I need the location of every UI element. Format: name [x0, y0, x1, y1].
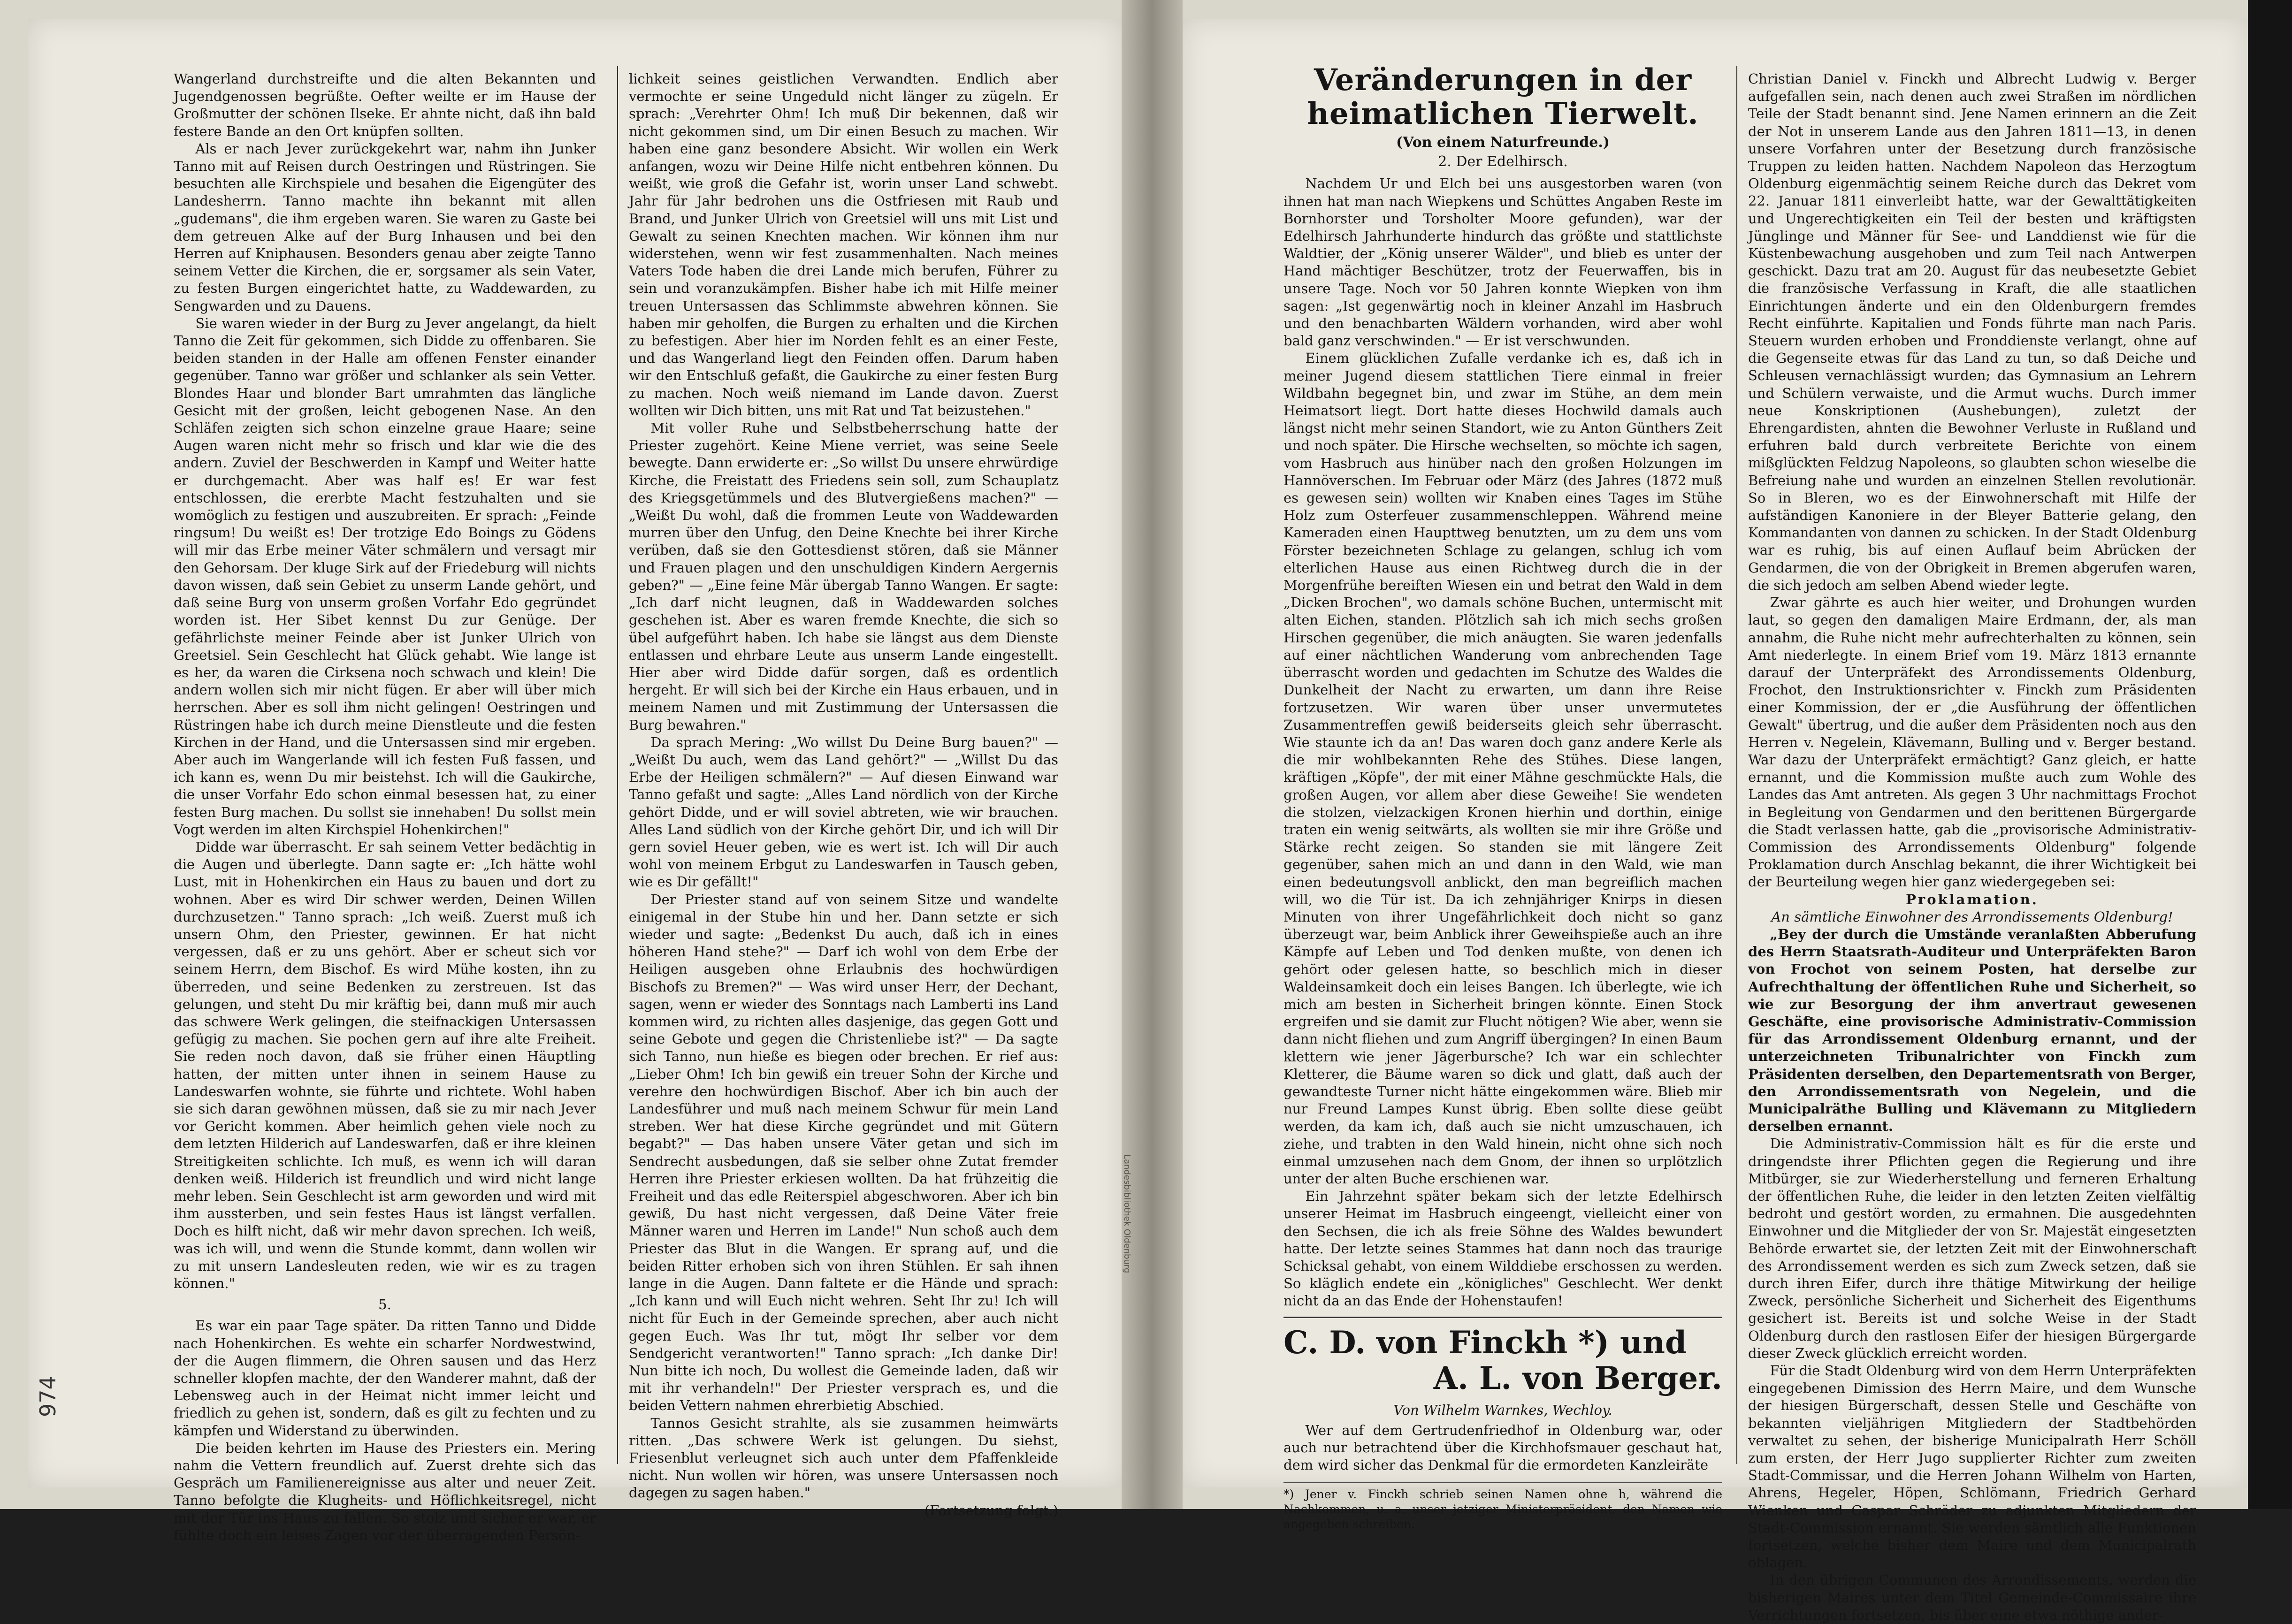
paragraph: Es war ein paar Tage später. Da ritten Tanno und Didde nach Hohenkirchen. Es wehte ein scharfer Nordwestwind, der die Augen flimmern, die Ohren sausen und das Herz schneller klopfen machte, der den Wanderer mahnt, daß der Lebensweg auch in der Heimat nicht immer leicht und friedlich zu gehen ist, sondern, daß es gilt zu fechten und zu kämpfen und Widerstand zu überwinden. [174, 1318, 596, 1439]
paragraph: Als er nach Jever zurückgekehrt war, nahm ihn Junker Tanno mit auf Reisen durch Oestringen und Rüstringen. Sie besuchten alle Kirchspiele und besahen die Eigengüter des Landesherrn. Tanno machte ihn bekannt mit allen „gudemans", die ihm ergeben waren. Sie waren zu Gaste bei dem getreuen Alke auf der Burg Inhausen und bei den Herren auf Kniphausen. Besonders genau aber zeigte Tanno seinem Vetter die Kirchen, die er, sorgsamer als sein Vater, zu festen Burgen eingerichtet hatte, zu Waddewarden, zu Sengwarden und zu Dauens. [174, 140, 596, 314]
continued-note: (Fortsetzung folgt.) [924, 1502, 1058, 1518]
article-title-line-2: A. L. von Berger. [1433, 1359, 1722, 1396]
left-column-2 [629, 70, 1058, 1518]
paragraph: Mit voller Ruhe und Selbstbeherrschung hatte der Priester zugehört. Keine Miene verriet, was seine Seele bewegte. Dann erwiderte er: „So willst Du unsere ehrwürdige Kirche, die Freistatt des Friedens sein soll, zum Schauplatz des Kriegsgetümmels und des Blutvergießens machen?" — „Weißt Du wohl, daß die frommen Leute von Waddewarden murren über den Unfug, den Deine Knechte bei ihrer Kirche verüben, daß sie den Gottesdienst stören, daß sie Männer und Frauen plagen und den unschuldigen Kindern Aergernis geben?" — „Eine feine Mär übergab Tanno Wangen. Er sagte: „Ich darf nicht leugnen, daß in Waddewarden solches geschehen ist. Aber es waren fremde Knechte, die sich so übel aufgeführt haben. Ich habe sie längst aus dem Dienste entlassen und ehrbare Leute aus unserm Lande eingestellt. Hier aber wird Didde dafür sorgen, daß es ordentlich hergeht. Er will sich bei der Kirche ein Haus erbauen, und in meinem Namen und mit Zustimmung der Untersassen die Burg bewahren." [629, 420, 1058, 733]
paragraph: Für die Stadt Oldenburg wird von dem Herrn Unterpräfekten eingegebenen Dimission des Herrn Maire, und dem Wunsche der hiesigen Bürgerschaft, dessen Stelle und Geschäfte von bekannten vieljährigen Mitgliedern der Stadtbehörden verwaltet zu sehen, der bisherige Municipalrath Herr Schöll zum ersten, der Herr Jugo supplierter Richter zum zweiten Stadt-Commissar, und die Herren Johann Wilhelm von Harten, Ahrens, Hegeler, Höpen, Schlömann, Friedrich Gerhard Wienken und Caspar Schröder zu adjunkten Mitgliedern der Stadt-Commission ernannt. Sie werden sämtlich alle Funktionen fortsetzen, welche bisher dem Maire und dem Municipalrath oblagen. [1748, 1363, 2196, 1571]
library-stamp: Landesbibliothek Oldenburg [1122, 1154, 1132, 1273]
paragraph: Didde war überrascht. Er sah seinem Vetter bedächtig in die Augen und überlegte. Dann sagte er: „Ich hätte wohl Lust, mit in Hohenkirchen ein Haus zu bauen und dort zu wohnen. Aber es wird Dir schwer werden, Deinen Willen durchzusetzen." Tanno sprach: „Ich weiß. Zuerst muß ich unsern Ohm, den Priester, gewinnen. Er hat nicht vergessen, daß er zu uns gehört. Aber er scheut sich vor seinem Herrn, dem Bischof. Es wird Mühe kosten, ihn zu überreden, und seine Bedenken zu zerstreuen. Ist das gelungen, und steht Du mir kräftig bei, dann muß mir auch das schwere Werk gelingen, die steifnackigen Untersassen gefügig zu machen. Sie pochen gern auf ihre alte Freiheit. Sie reden noch davon, daß sie früher einen Häuptling hatten, der mitten unter ihnen in seinem Hause zu Landeswarfen wohnte, sie führte und richtete. Wohl haben sie sich daran gewöhnen müssen, daß sie zu mir nach Jever vor Gericht kommen. Aber heimlich gehen viele noch zu dem letzten Hilderich auf Landeswarfen, daß er ihre kleinen Streitigkeiten schlichte. Ich muß, es wenn ich will daran denken weiß. Hilderich ist freundlich und wird nicht lange mehr leben. Sein Geschlecht ist arm geworden und wird mit ihm aussterben, und sein festes Haus ist längst verfallen. Doch es hilft nicht, daß wir mehr davon sprechen. Ich weiß, was ich will, und wenn die Stunde kommt, dann wollen wir zu mit unsern Landesleuten reden, wie wir es zu tragen können." [174, 839, 596, 1292]
book-gutter [1122, 0, 1183, 1509]
paragraph: Da sprach Mering: „Wo willst Du Deine Burg bauen?" — „Weißt Du auch, wem das Land gehört?" — „Willst Du das Erbe der Heiligen schmälern?" — Auf diesen Einwand war Tanno gefaßt und sagte: „Alles Land nördlich von der Kirche gehört Didde, und er will soviel abtreten, wie wir brauchen. Alles Land südlich von der Kirche gehört Dir, und ich will Dir gern soviel Heuer geben, wie es wert ist. Ich will Dir auch wohl von meinem Erbgut zu Landeswarfen in Tausch geben, wie es Dir gefällt!" [629, 734, 1058, 890]
paragraph: Die Administrativ-Commission hält es für die erste und dringendste ihrer Pflichten gegen die Regierung und ihre Mitbürger, sie zur Wiederherstellung und ferneren Erhaltung der öffentlichen Ruhe, die leider in den letzten Zeiten vielfältig bedroht und gestört worden, zu ermahnen. Die ausgedehnten Einwohner und die Mitglieder der von Sr. Majestät eingesetzten Behörde erwartet sie, der letzten Zeit mit der Einwohnerschaft des Arrondissement werden es sich zum Zweck setzen, daß sie durch ihren Eifer, durch ihre thätige Mitwirkung der heilige Zweck, persönliche Sicherheit und Sicherheit des Eigenthums gesichert ist. Bereits ist und solche Weise in der Stadt Oldenburg durch den rastlosen Eifer der hiesigen Bürgergarde dieser Zweck glücklich erreicht worden. [1748, 1136, 2196, 1361]
paragraph: Der Priester stand auf von seinem Sitze und wandelte einigemal in der Stube hin und her. Dann setzte er sich wieder und sagte: „Bedenkst Du auch, daß ich in eines höheren Hand stehe?" — Darf ich wohl von dem Erbe der Heiligen ausgeben ohne Erlaubnis des hochwürdigen Bischofs zu Bremen?" — Was wird unser Herr, der Dechant, sagen, wenn er wieder des Sonntags nach Lamberti ins Land kommen wird, zu richten alles dasjenige, das gegen Gott und seine Gebote und gegen die Christenliebe ist?" — Da sagte sich Tanno, nun hieße es biegen oder brechen. Er rief aus: „Lieber Ohm! Ich bin gewiß ein treuer Sohn der Kirche und verehre den hochwürdigen Bischof. Aber ich bin auch der Landesführer und muß nach meinem Schwur für mein Land streben. Wer hat diese Kirche gegründet und mit Gütern begabt?" — Das haben unsere Väter getan und sich im Sendrecht ausbedungen, daß sie selber ohne Zutat fremder Herren ihre Priester erkiesen wollten. Da hat frühzeitig die Freiheit und das edle Reiterspiel abgeschworen. Aber ich bin gewiß, Du hast nicht vergessen, daß Deine Väter freie Männer waren und Herren im Lande!" Nun schoß auch dem Priester das Blut in die Wangen. Er sprang auf, und die beiden Ritter erhoben sich von ihren Stühlen. Er sah ihnen lange in die Augen. Dann faltete er die Hände und sprach: „Ich kann und will Euch nicht wehren. Seht Ihr zu! Ich will nicht für Euch in der Gemeinde sprechen, aber auch nicht gegen Euch. Was Ihr tut, mögt Ihr selber vor dem Sendgericht verantworten!" Tanno sprach: „Ich danke Dir! Nun bitte ich noch, Du wollest die Gemeinde laden, daß wir mit ihr verhandeln!" Der Priester versprach es, und die beiden Vettern nahmen ehrerbietig Abschied. [629, 891, 1058, 1414]
paragraph: Christian Daniel v. Finckh und Albrecht Ludwig v. Berger aufgefallen sein, nach denen auch zwei Straßen im nördlichen Teile der Stadt benannt sind. Jene Namen erinnern an die Zeit der Not in unserem Lande aus den Jahren 1811—13, in denen unsere Vorfahren unter der Besetzung durch französische Truppen zu leiden hatten. Nachdem Napoleon das Herzogtum Oldenburg eigenmächtig seinem Reiche durch das Dekret vom 22. Januar 1811 einverleibt hatte, war der Gewalttätigkeiten und Ungerechtigkeiten ein Teil der besten und kräftigsten Jünglinge und Männer für See- und Landdienst wie für die Küstenbewachung ausgehoben und zum Teil nach Antwerpen geschickt. Dazu trat am 20. August für das neubesetzte Gebiet die französische Verfassung in Kraft, die alle staatlichen Einrichtungen änderte und ein den Oldenburgern fremdes Recht einführte. Kapitalien und Fonds führte man nach Paris. Steuern wurden erhoben und Fronddienste verlangt, ohne auf die Gegenseite etwas für das Land zu tun, so daß Deiche und Schleusen vernachlässigt wurden; das Gymnasium an Lehrern und Schülern verwaiste, und die Armut wuchs. Durch immer neue Konskriptionen (Aushebungen), zuletzt der Ehrengardisten, ahnten die Bewohner Verluste in Rußland und erfuhren bald durch verbreitete Berichte von einem mißglückten Feldzug Napoleons, so glaubten schon wieselbe die Befreiung nahe und wurden an einzelnen Stellen revolutionär. So in Bleren, wo es der Einwohnerschaft mit Hilfe der aufständigen Kanoniere in der Bleyer Batterie gelang, den Kommandanten von dannen zu schicken. In der Stadt Oldenburg war es ruhig, bis auf einen Auflauf beim Abrücken der Gendarmen, die von der Obrigkeit in Bremen abgerufen waren, die sich jedoch am selben Abend wieder legte. [1748, 71, 2196, 593]
scan-edge [2248, 0, 2292, 1509]
paragraph: Nachdem Ur und Elch bei uns ausgestorben waren (von ihnen hat man nach Wiepkens und Schüttes Angaben Reste im Bornhorster und Torsholter Moore gefunden), war der Edelhirsch Jahrhunderte hindurch das größte und stattlichste Waldtier, der „König unserer Wälder", und blieb es unter der Hand mächtiger Beschützer, trotz der Feuerwaffen, bis in unsere Tage. Noch vor 50 Jahren konnte Wiepken von ihm sagen: „Ist gegenwärtig noch in kleiner Anzahl im Hasbruch und den benachbarten Wäldern vorhanden, wird aber wohl bald ganz verschwinden." — Er ist verschwunden. [1284, 175, 1722, 349]
paragraph: lichkeit seines geistlichen Verwandten. Endlich aber vermochte er seine Ungeduld nicht länger zu zügeln. Er sprach: „Verehrter Ohm! Ich muß Dir bekennen, daß wir nicht gekommen sind, um Dir einen Besuch zu machen. Wir haben eine ganz besondere Absicht. Wir wollen ein Werk anfangen, wozu wir Deine Hilfe nicht entbehren können. Du weißt, wie groß die Gefahr ist, worin unser Land schwebt. Jahr für Jahr bedrohen uns die Ostfriesen mit Raub und Brand, und Junker Ulrich von Greetsiel will uns mit List und Gewalt zu seinen Knechten machen. Wir können ihm nur widerstehen, wenn wir fest zusammenhalten. Nach meines Vaters Tode haben die drei Lande mich berufen, Führer zu sein und voranzukämpfen. Bisher habe ich mit Hilfe meiner treuen Untersassen das Schlimmste abwehren können. Sie haben mir geholfen, die Burgen zu erhalten und die Kirchen zu befestigen. Aber hier im Norden fehlt es an einer Feste, und das Wangerland liegt den Feinden offen. Darum haben wir den Entschluß gefaßt, die Gaukirche zu einer festen Burg zu machen. Noch weiß niemand im Lande davon. Zuerst wollten wir Dich bitten, uns mit Rat und Tat beizustehen." [629, 71, 1058, 419]
article-section: 2. Der Edelhirsch. [1438, 153, 1568, 170]
paragraph: Die beiden kehrten im Hause des Priesters ein. Mering nahm die Vettern freundlich auf. Zuerst drehte sich das Gespräch um Familienereignisse aus alter und neuer Zeit. Tanno befolgte die Klugheits- und Höflichkeitsregel, nicht mit der Tür ins Haus zu fallen. So stolz und sicher er war, er fühlte doch ein leises Zagen vor der überragenden Persön- [174, 1440, 596, 1543]
article-title: Veränderungen in der heimatlichen Tierwelt. [1307, 62, 1699, 131]
right-column-2 [1748, 70, 2196, 1623]
footnote: *) Jener v. Finckh schrieb seinen Namen ohne h, während die Nachkommen, u. a. unser jetziger Ministerpräsident, den Namen wie angegeben schreiben. [1284, 1482, 1722, 1532]
column-rule [617, 66, 618, 1464]
proclamation-title: Proklamation. [1906, 891, 2039, 907]
paragraph: Einem glücklichen Zufalle verdanke ich es, daß ich in meiner Jugend diesem stattlichen Tiere einmal in freier Wildbahn begegnet bin, und zwar im Stühe, an dem mein Heimatsort liegt. Dort hatte dieses Hochwild damals auch längst nicht mehr seinen Standort, wie zu Anton Günthers Zeit und noch später. Die Hirsche wechselten, so möchte ich sagen, vom Hasbruch aus hinüber nach den großen Holzungen im Hannöverschen. Im Februar oder März (des Jahres (1872 muß es gewesen sein) wollten wir Knaben eines Tages im Stühe Holz zum Osterfeuer zusammenschleppen. Während meine Kameraden einen Haupttweg benutzten, um zu dem uns vom Förster bezeichneten Schlage zu gelangen, schlug ich vom elterlichen Hause aus einen Richtweg durch die in der Morgenfrühe bereiften Wiesen ein und betrat den Wald in dem „Dicken Brochen", wo damals schöne Buchen, untermischt mit alten Eichen, standen. Plötzlich sah ich mich sechs großen Hirschen gegenüber, die mich anäugten. Sie waren jedenfalls auf einer nächtlichen Wanderung vom anbrechenden Tage überrascht worden und gedachten im Schutze des Waldes die Dunkelheit der Nacht zu erwarten, um dann ihre Reise fortzusetzen. Wir waren über unser unvermutetes Zusammentreffen gewiß beiderseits gleich sehr überrascht. Wie staunte ich da an! Das waren doch ganz andere Kerle als die mir wohlbekannten Rehe des Stühes. Diese langen, kräftigen „Köpfe", der mit einer Mähne geschmückte Hals, die großen Augen, vor allem aber diese Geweihe! Sie wendeten die stolzen, vielzackigen Kronen hierhin und dorthin, einige traten ein wenig seitwärts, als wollten sie mir ihre Größe und Stärke recht zeigen. So standen sie mit längere Zeit gegenüber, sahen mich an und dann in den Wald, wie man einen bedeutungsvoll anblickt, den man begreiflich machen will, wo die Tür ist. Da ich zehnjähriger Knirps in diesen Minuten von ihrer Ungefährlichkeit doch nicht so ganz überzeugt war, beim Anblick ihrer Geweihspieße auch an ihre Kämpfe auf Leben und Tod denken mußte, von denen ich gehört oder gelesen hatte, so beschlich mich in dieser Waldeinsamkeit doch ein leises Bangen. Ich überlegte, wie ich mich am besten in Sicherheit bringen könnte. Einen Stock ergreifen und sie damit zur Flucht nötigen? Wie aber, wenn sie dann nicht fliehen und zum Angriff übergingen? In einen Baum klettern wie jener Jägerbursche? Ich war ein schlechter Kletterer, die Bäume waren so dick und glatt, daß auch der gewandteste Turner nicht hätte eingekommen wäre. Blieb mir nur Freund Lampes Kunst übrig. Eben sollte diese geübt werden, da kam ich, daß auch sie nicht umzuschauen, ich ziehe, und trabten in den Wald hinein, nicht ohne sich noch einmal umzusehen nach dem Gnom, der ihnen so urplötzlich unter der alten Buche erschienen war. [1284, 350, 1722, 1187]
article-subtitle: (Von einem Naturfreunde.) [1396, 134, 1610, 151]
paragraph: Tannos Gesicht strahlte, als sie zusammen heimwärts ritten. „Das schwere Werk ist gelungen. Du siehst, Friesenblut verleugnet sich auch unter dem Pfaffenkleide nicht. Nun wollen wir hören, was unsere Untersassen noch dagegen zu sagen haben." [629, 1415, 1058, 1501]
paragraph: Ein Jahrzehnt später bekam sich der letzte Edelhirsch unserer Heimat im Hasbruch eingeengt, vielleicht einer von den Sechsen, die ich als freie Söhne des Waldes bewundert hatte. Der letzte seines Stammes hat dann noch das traurige Schicksal gehabt, von einem Wilddiebe erschossen zu werden. So kläglich endete ein „königliches" Geschlecht. Wer denkt nicht da an das Ende der Hohenstaufen! [1284, 1188, 1722, 1309]
section-divider [1284, 1317, 1722, 1318]
page-number: 974 [35, 1376, 61, 1417]
paragraph: Wangerland durchstreifte und die alten Bekannten und Jugendgenossen begrüßte. Oefter weilte er im Hause der Großmutter der schönen Ilseke. Er ahnte nicht, daß ihn bald festere Bande an den Ort knüpfen sollten. [174, 71, 596, 139]
column-rule [1736, 66, 1737, 1464]
proclamation-subtitle: An sämtliche Einwohner des Arrondissements Oldenburg! [1771, 908, 2173, 925]
paragraph: Zwar gährte es auch hier weiter, und Drohungen wurden laut, so gegen den damaligen Maire Erdmann, der, als man annahm, die Ruhe nicht mehr aufrechterhalten zu können, sein Amt niederlegte. In einem Brief vom 19. März 1813 ernannte darauf der Unterpräfekt des Arrondissements Oldenburg, Frochot, den Instruktionsrichter v. Finckh zum Präsidenten einer Kommission, der er „die Ausführung der öffentlichen Gewalt" übertrug, und die außer dem Präsidenten noch aus den Herren v. Negelein, Klävemann, Bulling und v. Berger bestand. War dazu der Unterpräfekt ermächtigt? Ganz gleich, er hatte ernannt, und die Kommission mußte auch zum Wohle des Landes das Amt antreten. Als gegen 3 Uhr nachmittags Frochot in Begleitung von Gendarmen und den berittenen Bürgergarde die Stadt verlassen hatte, gab die „provisorische Administrativ-Commission des Arrondissements Oldenburg" folgende Proklamation durch Anschlag bekannt, die ihrer Wichtigkeit bei der Beurteilung wegen hier ganz wiedergegeben sei: [1748, 595, 2196, 890]
paragraph: Sie waren wieder in der Burg zu Jever angelangt, da hielt Tanno die Zeit für gekommen, sich Didde zu offenbaren. Sie beiden standen in der Halle am offenen Fenster einander gegenüber. Tanno war größer und schlanker als sein Vetter. Blondes Haar und blonder Bart umrahmten das längliche Gesicht mit der großen, leicht gebogenen Nase. An den Schläfen zeigten sich schon einzelne graue Haare; seine Augen waren nicht mehr so frisch und klar wie die des andern. Zuviel der Beschwerden in Kampf und Weiter hatte er durchgemacht. Aber was half es! Er war fest entschlossen, die ererbte Macht festzuhalten und sie womöglich zu festigen und auszubreiten. Er sprach: „Feinde ringsum! Du weißt es! Der trotzige Edo Boings zu Gödens will mir das Erbe meiner Väter schmälern und versagt mir den Gehorsam. Der kluge Sirk auf der Friedeburg will nichts davon wissen, daß sein Gebiet zu unserm Lande gehört, und daß seine Burg von unserm großen Vorfahr Edo gegründet worden ist. Her Sibet kennst Du zur Genüge. Der gefährlichste meiner Feinde aber ist Junker Ulrich von Greetsiel. Sein Geschlecht hat Glück gehabt. Wie lange ist es her, da waren die Cirksena noch schwach und klein! Die andern wollen sich mir nicht fügen. Er aber will über mich herrschen. Aber es soll ihm nicht gelingen! Oestringen und Rüstringen habe ich durch meine Dienstleute und die festen Kirchen in der Hand, und die Untersassen sind mir ergeben. Aber auch im Wangerlande will ich festen Fuß fassen, und ich kann es, wenn Du mir beistehst. Ich will die Gaukirche, die unser Vorfahr Edo schon einmal besessen hat, zu einer festen Burg machen. Du sollst sie innehaben! Du sollst mein Vogt werden im alten Kirchspiel Hohenkirchen!" [174, 315, 596, 838]
paragraph: Wer auf dem Gertrudenfriedhof in Oldenburg war, oder auch nur betrachtend über die Kirchhofsmauer geschaut hat, dem wird sicher das Denkmal für die ermordeten Kanzleiräte [1284, 1422, 1722, 1473]
article-title-line-1: C. D. von Finckh *) und [1284, 1324, 1687, 1361]
section-number: 5. [378, 1296, 391, 1313]
right-column-1 [1284, 62, 1722, 1532]
paragraph: „Bey der durch die Umstände veranlaßten Abberufung des Herrn Staatsrath-Auditeur und Unterpräfekten Baron von Frochot von seinem Posten, hat derselbe zur Aufrechthaltung der öffentlichen Ruhe und Sicherheit, so wie zur Besorgung der ihm anvertraut gewesenen Geschäfte, eine provisorische Administrativ-Commission für das Arrondissement Oldenburg ernannt, und der unterzeichneten Tribunalrichter von Finckh zum Präsidenten derselben, den Departementsrath von Berger, den Arrondissementsrath von Negelein, und die Municipalräthe Bulling und Klävemann zu Mitgliedern derselben ernannt. [1748, 926, 2196, 1135]
article-byline: Von Wilhelm Warnkes, Wechloy. [1393, 1402, 1612, 1418]
left-column-1 [174, 70, 596, 1543]
paragraph: In den übrigen Communen des Arrondissements, werden die bisherigen Maires unter dem Titel Gemeinde-Commissaire ihre Verrichtungen fortsetzen, bis über eine etwa nöthige ander- [1748, 1572, 2196, 1623]
